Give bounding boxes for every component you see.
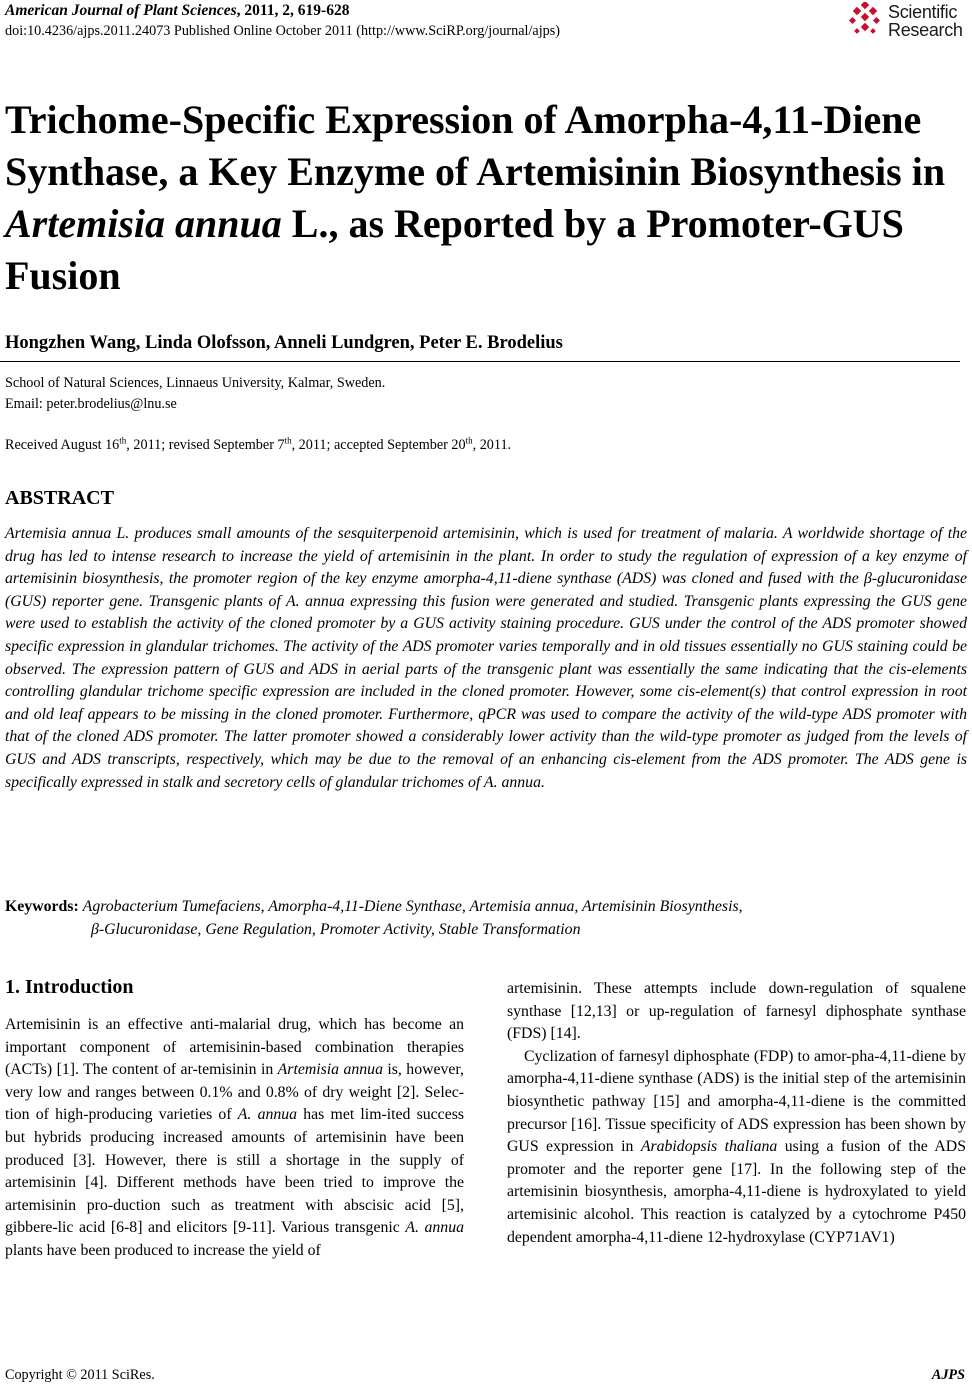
affiliation: School of Natural Sciences, Linnaeus University, Kalmar, Sweden.	[5, 375, 386, 391]
intro-text: Artemisinin is an effective anti-malarial drug, which has become an important component of artemisinin-based combination therapies (ACTs) [1]. The content of ar-temisinin in	[5, 1016, 464, 1079]
accepted-sup: th	[465, 435, 473, 446]
abstract-heading: ABSTRACT	[5, 487, 114, 509]
intro-paragraph-continued: artemisinin. These attempts include down-regulation of squalene synthase [12,13] or up-regulation of farnesyl diphosphate synthase (FDS) [14].	[507, 980, 966, 1043]
publisher-logo-line2: Research	[888, 20, 963, 40]
intro-text: using a fusion of the ADS promoter and the reporter gene [17]. In the following step of the artemisinin biosynthesis, amorpha-4,11-diene is hydroxylated to yield artemisinic alcohol. This reaction is catalyzed by a cytochrome P450 dependent amorpha-4,11-diene 12-hydroxylase (CYP71AV1)	[507, 1138, 966, 1246]
keywords	[5, 896, 967, 941]
intro-text: is, however, very low and ranges between 0.1% and 0.8% of dry weight [2]. Selec-tion of high-producing varieties of	[5, 1061, 464, 1124]
keywords-line1	[5, 896, 967, 919]
intro-text: Cyclization of farnesyl diphosphate (FDP) to amor-pha-4,11-diene by amorpha-4,11-diene synthase (ADS) is the initial step of the artemisinin biosynthetic pathway [15] and amorpha-4,11-diene is the committed precursor [16]. Tissue specificity of ADS expression has been shown by GUS expression in	[507, 1047, 966, 1156]
intro-species: Artemisia annua	[277, 1061, 383, 1079]
revised-sup: th	[284, 435, 292, 446]
header-divider	[0, 361, 960, 362]
intro-paragraph-1	[5, 1014, 464, 1263]
publisher-logo-icon	[848, 2, 884, 38]
intro-paragraph-2	[507, 1046, 966, 1249]
footer-journal-abbrev: AJPS	[931, 1367, 965, 1383]
intro-species: A. annua	[405, 1219, 464, 1237]
title-part2: L., as Reported by a Promoter-GUS Fusion	[5, 201, 904, 298]
received-date: Received August 16	[5, 437, 120, 453]
publisher-logo-line1: Scientific	[888, 2, 958, 22]
keywords-label: Keywords	[5, 898, 74, 915]
introduction-right-column	[507, 978, 966, 1249]
journal-volume: , 2011, 2, 619-628	[236, 2, 350, 19]
abstract-text: Artemisia annua L. produces small amounts of the sesquiterpenoid artemisinin, which is used for treatment of malaria. A worldwide shortage of the drug has led to intense research to increase the yield of artemisinin in the plant. In order to study the regulation of expression of a key enzyme of artemisinin biosynthesis, the promoter region of the key enzyme amorpha-4,11-diene synthase (ADS) was cloned and fused with the β-glucuronidase (GUS) reporter gene. Transgenic plants of A. annua expressing this fusion were generated and studied. Transgenic plants expressing the GUS gene were used to establish the activity of the cloned promoter by a GUS activity staining procedure. GUS under the control of the ADS promoter showed specific expression in glandular trichomes. The activity of the ADS promoter varies temporally and in old tissues essentially no GUS staining could be observed. The expression pattern of GUS and ADS in aerial parts of the transgenic plant was essentially the same indicating that the cis-elements controlling glandular trichome specific expression are included in the cloned promoter. However, some cis-element(s) that control expression in root and old leaf appears to be missing in the cloned promoter. Furthermore, qPCR was used to compare the activity of the wild-type ADS promoter with that of the cloned ADS promoter. The latter promoter showed a considerably lower activity than the wild-type promoter as judged from the levels of GUS and ADS transcripts, respectively, which may be due to the removal of an enhancing cis-element from the ADS promoter. The ADS gene is specifically expressed in stalk and secretory cells of glandular trichomes of A. annua.	[5, 525, 967, 791]
doi-line: doi:10.4236/ajps.2011.24073 Published Online October 2011 (http://www.SciRP.org/journal/ajps)	[5, 23, 560, 39]
journal-name: American Journal of Plant Sciences	[5, 2, 237, 19]
intro-text: has met lim-ited success but hybrids producing increased amounts of artemisinin have been produced [3]. However, there is still a shortage in the supply of artemisinin [4]. Different methods have been tried to improve the artemisinin pro-duction such as treatment with abscisic acid [5], gibbere-lic acid [6-8] and elicitors [9-11]. Various transgenic	[5, 1106, 464, 1237]
introduction-heading: 1. Introduction	[5, 976, 134, 998]
received-sup: th	[119, 435, 127, 446]
intro-text: plants have been produced to increase the yield of	[5, 1241, 321, 1259]
paper-title	[5, 94, 965, 302]
accepted-date: , 2011; accepted September 20	[291, 437, 466, 453]
revised-date: , 2011; revised September 7	[126, 437, 285, 453]
dates-end: , 2011.	[472, 437, 512, 453]
keywords-list-2: β-Glucuronidase, Gene Regulation, Promoter Activity, Stable Transformation	[91, 920, 581, 938]
publisher-logo	[848, 0, 970, 42]
email-address: Email: peter.brodelius@lnu.se	[5, 396, 177, 412]
intro-species: Arabidopsis thaliana	[640, 1138, 778, 1156]
received-dates	[5, 437, 511, 454]
intro-species: A. annua	[237, 1106, 298, 1124]
introduction-left-column	[5, 1014, 464, 1263]
author-list: Hongzhen Wang, Linda Olofsson, Anneli Lundgren, Peter E. Brodelius	[5, 333, 563, 353]
title-part1: Trichome-Specific Expression of Amorpha-4,11-Diene Synthase, a Key Enzyme of Artemisinin Biosynthesis in	[5, 97, 946, 194]
keywords-list-1: Agrobacterium Tumefaciens, Amorpha-4,11-Diene Synthase, Artemisia annua, Artemisinin Biosynthesis,	[82, 898, 743, 915]
title-species: Artemisia annua	[5, 201, 282, 246]
footer-copyright: Copyright © 2011 SciRes.	[5, 1367, 155, 1383]
keywords-colon: :	[73, 898, 83, 915]
journal-citation	[5, 2, 349, 20]
